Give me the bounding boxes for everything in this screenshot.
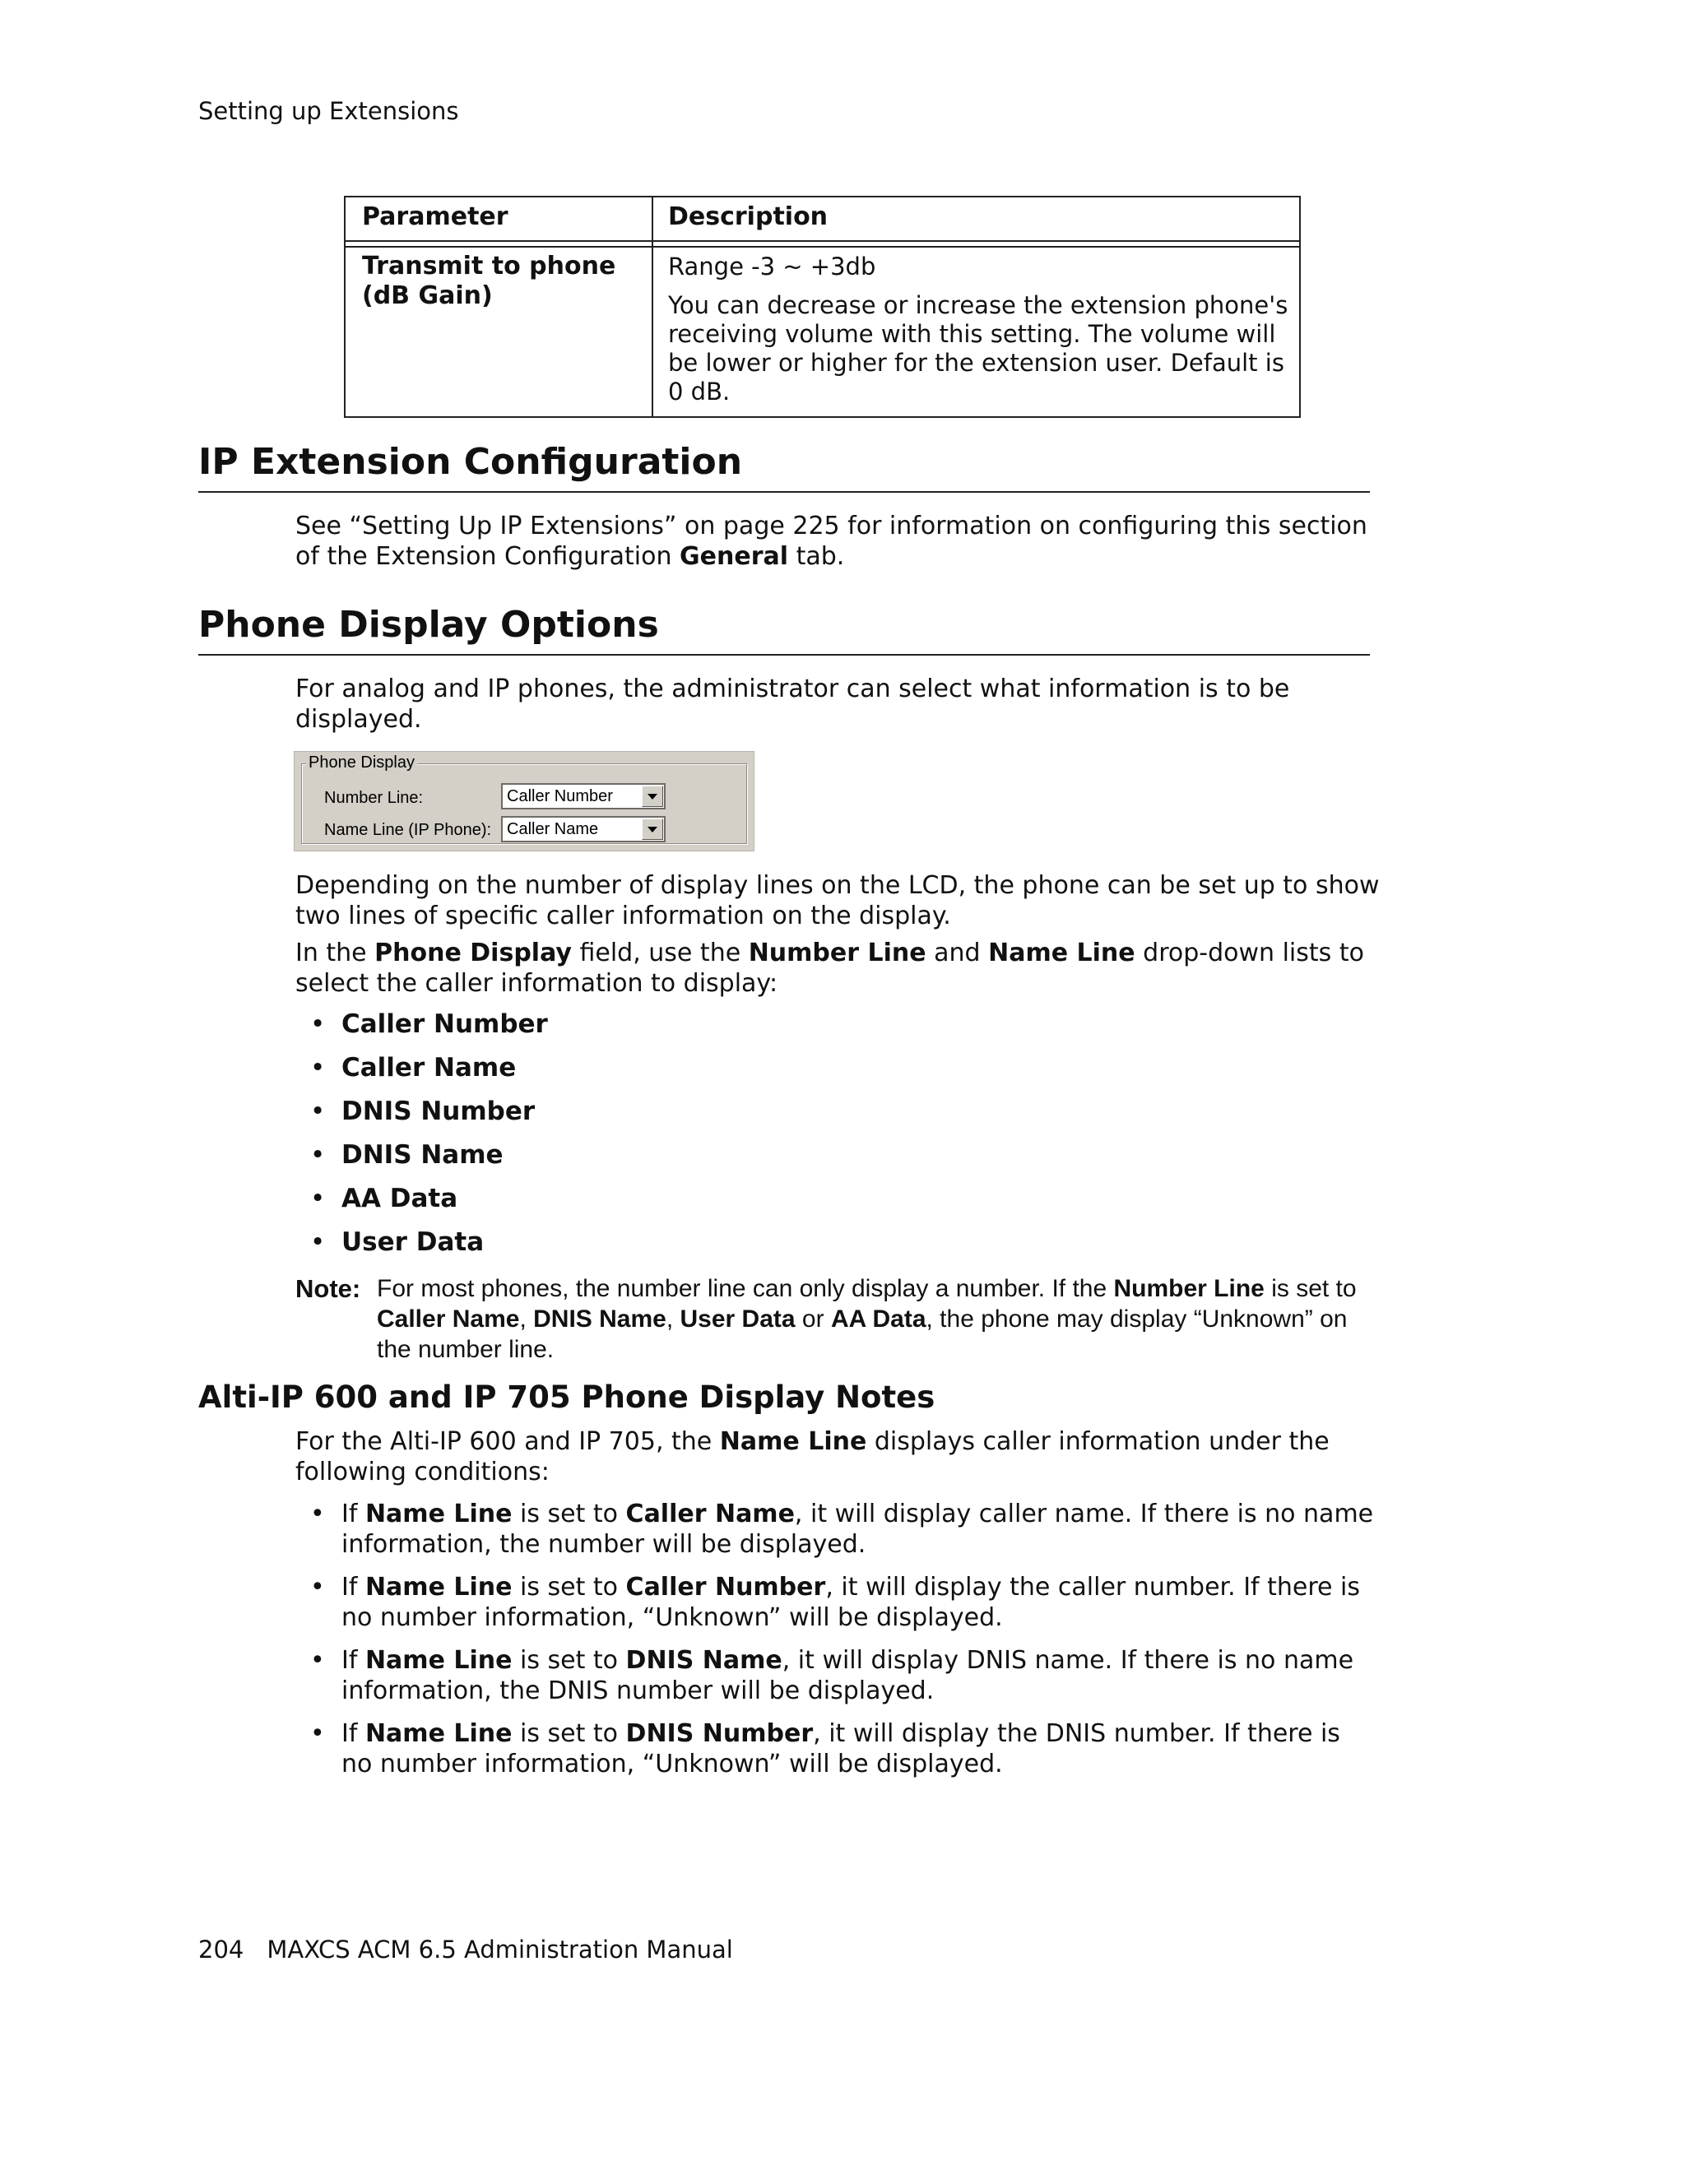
name-line-value: Caller Name [507,820,599,838]
note-block [295,1273,1381,1372]
heading-alti-ip-display-notes: Alti-IP 600 and IP 705 Phone Display Notes [198,1379,935,1415]
heading-rule [198,491,1370,493]
table-header-parameter: Parameter [362,202,508,231]
heading-phone-display-options: Phone Display Options [198,604,659,646]
chevron-down-icon[interactable] [642,786,663,807]
ip-extension-paragraph: See “Setting Up IP Extensions” on page 225 for information on configuring this section of the Extension Configuration General tab. [295,512,1367,571]
drop-down-paragraph: In the Phone Display field, use the Number Line and Name Line drop-down lists to select the caller information to display: [295,939,1364,998]
list-item: • Caller Name [310,1053,517,1083]
phone-display-intro: For analog and IP phones, the administrator can select what information is to be displayed. [295,675,1290,734]
list-item: • User Data [310,1227,485,1257]
list-item: • AA Data [310,1184,458,1213]
table-cell-parameter: Transmit to phone (dB Gain) [362,252,616,310]
number-line-select[interactable] [501,783,666,809]
list-item: • Caller Number [310,1009,548,1039]
running-header: Setting up Extensions [198,97,459,125]
heading-rule [198,654,1370,656]
note-label: Note: [295,1274,361,1303]
manual-title: MAXCS ACM 6.5 Administration Manual [267,1936,733,1964]
name-line-select[interactable] [501,816,666,842]
lcd-paragraph: Depending on the number of display lines on the LCD, the phone can be set up to show two lines of specific caller information on the display. [295,871,1380,930]
name-line-label: Name Line (IP Phone): [324,821,492,839]
page-footer [198,1936,733,1964]
phone-display-groupbox [294,751,754,851]
note-text: For most phones, the number line can only display a number. If the Number Line is set to Caller Name, DNIS Name, User Data or AA Data, the phone may display “Unknown” on the number line. [377,1275,1357,1363]
list-item: • DNIS Number [310,1097,536,1126]
parameter-table [344,196,1301,418]
table-cell-range: Range -3 ~ +3db [668,253,876,281]
table-cell-description: You can decrease or increase the extension phone's receiving volume with this setting. The volume will be lower or higher for the extension user. Default is 0 dB. [668,291,1288,406]
chevron-down-icon[interactable] [642,818,663,840]
table-header-description: Description [668,202,829,231]
heading-ip-extension-configuration: IP Extension Configuration [198,441,743,483]
list-item: • DNIS Name [310,1140,504,1170]
number-line-label: Number Line: [324,789,424,807]
page-number: 204 [198,1936,244,1964]
groupbox-legend: Phone Display [306,754,417,772]
alti-ip-intro: For the Alti-IP 600 and IP 705, the Name Line displays caller information under the following conditions: [295,1427,1330,1486]
number-line-value: Caller Number [507,787,613,805]
